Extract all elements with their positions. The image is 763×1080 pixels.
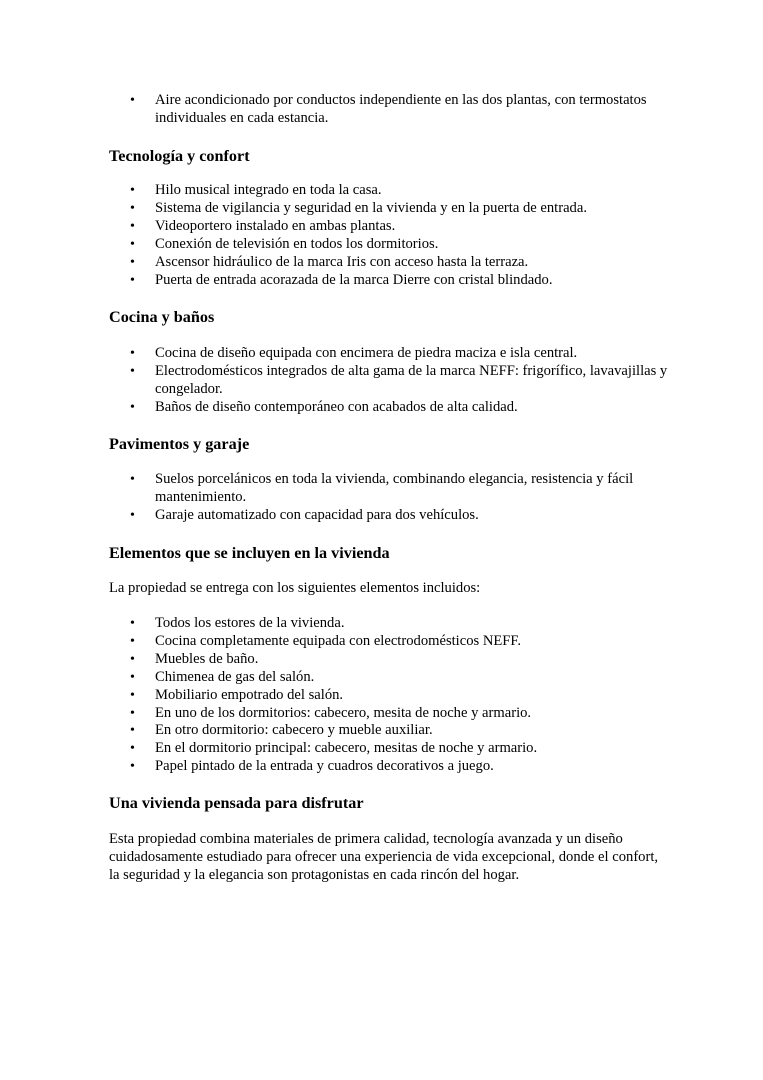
list-item: • Puerta de entrada acorazada de la marca Dierre con cristal blindado. bbox=[109, 272, 669, 290]
section-heading-elementos: Elementos que se incluyen en la vivienda bbox=[109, 544, 390, 562]
list-item: • Papel pintado de la entrada y cuadros decorativos a juego. bbox=[109, 758, 669, 776]
list-item: • Aire acondicionado por conductos independiente en las dos plantas, con termostatos individuales en cada estancia. bbox=[109, 92, 669, 128]
list-item: • Cocina completamente equipada con electrodomésticos NEFF. bbox=[109, 633, 669, 651]
cocina-list bbox=[109, 345, 669, 417]
list-item: • Muebles de baño. bbox=[109, 651, 669, 669]
elementos-intro: La propiedad se entrega con los siguientes elementos incluidos: bbox=[109, 580, 481, 596]
section-heading-cocina: Cocina y baños bbox=[109, 308, 215, 326]
section-heading-pavimentos: Pavimentos y garaje bbox=[109, 435, 250, 453]
closing-paragraph: Esta propiedad combina materiales de primera calidad, tecnología avanzada y un diseño cuidadosamente estudiado para ofrecer una experiencia de vida excepcional, donde el confort, la seguridad y la elegancia son protagonistas en cada rincón del hogar. bbox=[109, 831, 659, 883]
list-item: • Electrodomésticos integrados de alta gama de la marca NEFF: frigorífico, lavavajillas y congelador. bbox=[109, 363, 669, 399]
tecnologia-list bbox=[109, 182, 669, 289]
list-item: • Garaje automatizado con capacidad para dos vehículos. bbox=[109, 507, 669, 525]
pavimentos-list bbox=[109, 471, 669, 525]
elementos-list bbox=[109, 615, 669, 776]
list-item: • Suelos porcelánicos en toda la vivienda, combinando elegancia, resistencia y fácil mantenimiento. bbox=[109, 471, 669, 507]
list-item: • En otro dormitorio: cabecero y mueble auxiliar. bbox=[109, 722, 669, 740]
list-item: • Baños de diseño contemporáneo con acabados de alta calidad. bbox=[109, 399, 669, 417]
list-item: • Chimenea de gas del salón. bbox=[109, 669, 669, 687]
list-item: • En el dormitorio principal: cabecero, mesitas de noche y armario. bbox=[109, 740, 669, 758]
list-item: • Mobiliario empotrado del salón. bbox=[109, 687, 669, 705]
section-heading-tecnologia: Tecnología y confort bbox=[109, 147, 250, 165]
list-item: • Todos los estores de la vivienda. bbox=[109, 615, 669, 633]
list-item: • Ascensor hidráulico de la marca Iris con acceso hasta la terraza. bbox=[109, 254, 669, 272]
list-item: • Sistema de vigilancia y seguridad en la vivienda y en la puerta de entrada. bbox=[109, 200, 669, 218]
list-item: • Videoportero instalado en ambas plantas. bbox=[109, 218, 669, 236]
climate-list bbox=[109, 92, 669, 128]
list-item: • Cocina de diseño equipada con encimera de piedra maciza e isla central. bbox=[109, 345, 669, 363]
list-item: • Hilo musical integrado en toda la casa. bbox=[109, 182, 669, 200]
list-item: • En uno de los dormitorios: cabecero, mesita de noche y armario. bbox=[109, 705, 669, 723]
section-heading-disfrutar: Una vivienda pensada para disfrutar bbox=[109, 794, 364, 812]
list-item: • Conexión de televisión en todos los dormitorios. bbox=[109, 236, 669, 254]
